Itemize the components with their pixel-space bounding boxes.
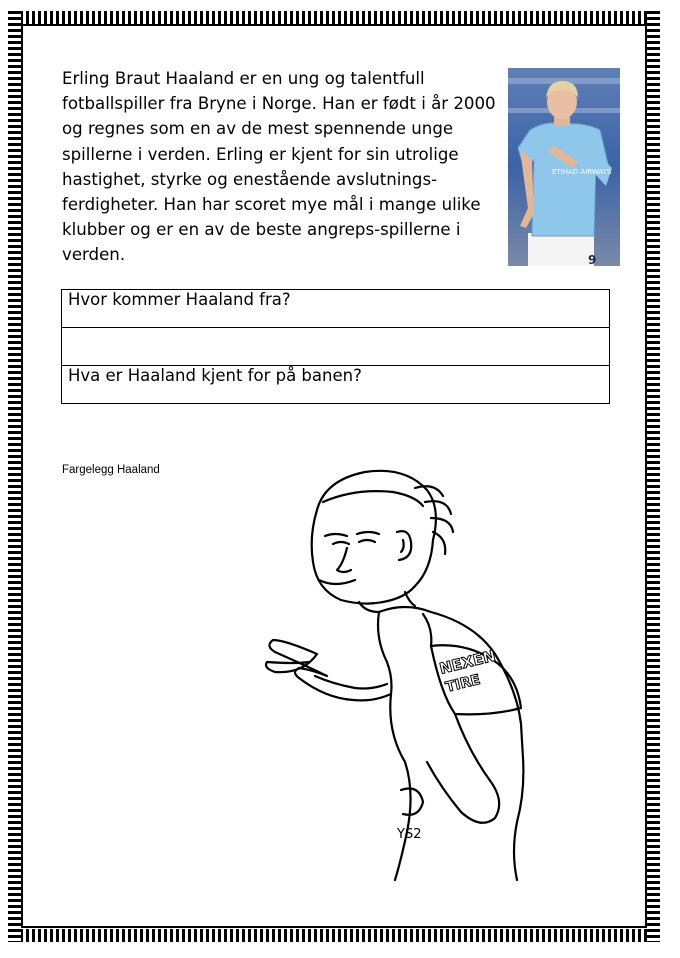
- page-border-left: [8, 11, 21, 942]
- answer-cell[interactable]: [62, 328, 610, 366]
- question-table: [61, 289, 610, 404]
- eye-right: [359, 540, 375, 542]
- table-row[interactable]: [62, 328, 610, 366]
- arm: [427, 714, 499, 823]
- inner-frame-right: [645, 24, 647, 928]
- collar: [378, 612, 392, 694]
- coloring-drawing[interactable]: [255, 462, 600, 882]
- hand: [266, 640, 391, 700]
- table-row[interactable]: [62, 366, 610, 404]
- shirt-partial-text: YS2: [397, 827, 422, 842]
- eye-left: [333, 542, 349, 544]
- question-2-cell[interactable]: Hva er Haaland kjent for på banen?: [62, 366, 610, 404]
- sleeve-text-1: NEXEN: [437, 646, 498, 678]
- shirt-number: 9: [588, 253, 597, 266]
- question-1-cell[interactable]: Hvor kommer Haaland fra?: [62, 290, 610, 328]
- mouth: [319, 580, 355, 584]
- nose: [337, 548, 351, 572]
- table-row[interactable]: [62, 290, 610, 328]
- torso-left: [390, 694, 410, 880]
- inner-frame-left: [21, 24, 23, 928]
- page-border-top: [8, 11, 660, 24]
- inner-frame-top: [21, 24, 647, 26]
- intro-paragraph: Erling Braut Haaland er en ung og talentfull fotballspiller fra Bryne i Norge. Han er født i år 2000 og regnes som en av de mest spennende unge spillerne i verden. Erling er kjent for sin utrolige hastighet, styrke og enestående avslutnings-ferdigheter. Han har scoret mye mål i mange ulike klubber og er en av de beste angreps-spillerne i verden.: [62, 69, 496, 265]
- shirt-sponsor: ETIHAD AIRWAYS: [552, 168, 612, 176]
- hairline: [323, 491, 423, 506]
- inner-frame-bottom: [21, 926, 647, 928]
- coloring-caption: Fargelegg Haaland: [62, 464, 160, 476]
- shirt-badge: [401, 789, 423, 815]
- hair-braids: [415, 486, 453, 554]
- page-border-bottom: [8, 929, 660, 942]
- page-border-right: [647, 11, 660, 942]
- sleeve-text-2: TIRE: [444, 671, 483, 696]
- player-photo: [508, 68, 620, 266]
